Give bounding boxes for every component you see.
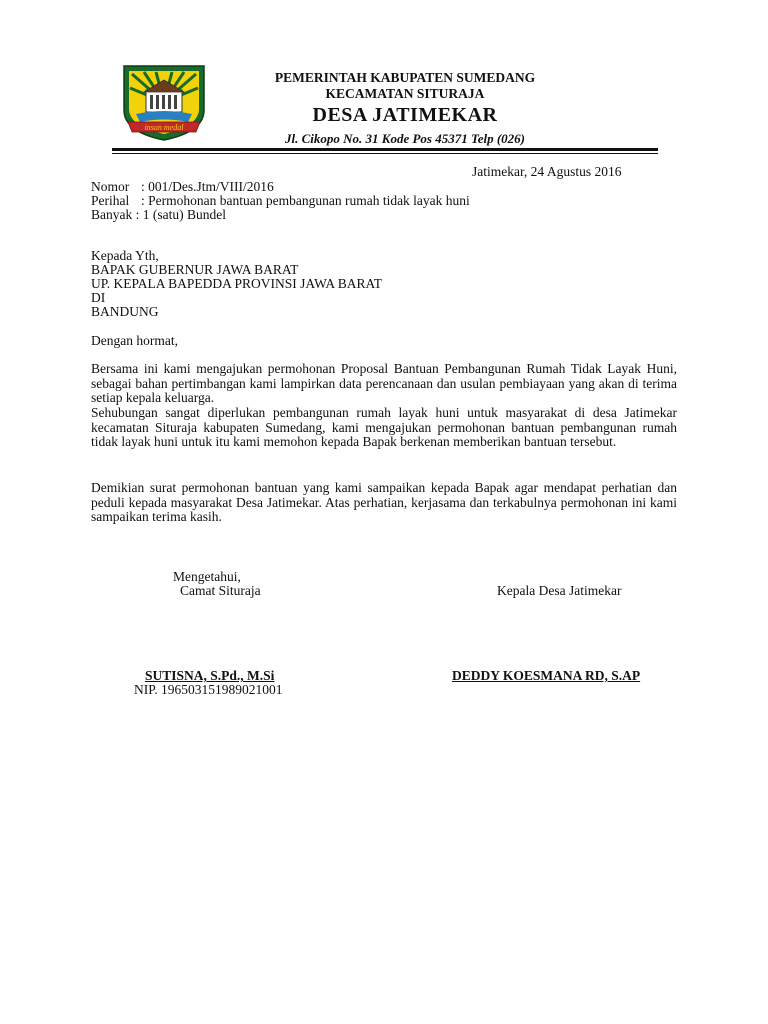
- sign-left-nip: NIP. 196503151989021001: [134, 682, 283, 697]
- meta-banyak: Banyak : 1 (satu) Bundel: [91, 207, 226, 222]
- letterhead-regency: PEMERINTAH KABUPATEN SUMEDANG: [274, 70, 536, 85]
- nomor-label: Nomor: [91, 179, 130, 194]
- recipient-line-1: BAPAK GUBERNUR JAWA BARAT: [91, 262, 299, 277]
- letterhead-divider-thick: [112, 148, 658, 151]
- greeting: Dengan hormat,: [91, 333, 178, 348]
- perihal-value: : Permohonan bantuan pembangunan rumah tidak layak huni: [141, 193, 470, 208]
- body-paragraph-2: Sehubungan sangat diperlukan pembangunan rumah layak huni untuk masyarakat di desa Jatimekar kecamatan Situraja kabupaten Sumedang, kami mengajukan permohonan bantuan pembangunan rumah tidak layak huni untuk itu kami memohon kepada Bapak berkenan memberikan bantuan tersebut.: [91, 405, 677, 449]
- letter-date: Jatimekar, 24 Agustus 2016: [472, 164, 622, 179]
- logo-ribbon-text: insun medal: [144, 123, 184, 132]
- perihal-label: Perihal: [91, 193, 130, 208]
- recipient-salutation: Kepada Yth,: [91, 248, 159, 263]
- body-paragraph-3: Demikian surat permohonan bantuan yang kami sampaikan kepada Bapak agar mendapat perhatian dan peduli kepada masyarakat Desa Jatimekar. Atas perhatian, kerjasama dan terkabulnya permohonan ini kami sampaikan terima kasih.: [91, 480, 677, 524]
- sign-right-name: DEDDY KOESMANA RD, S.AP: [452, 668, 641, 683]
- recipient-line-3: DI: [91, 290, 106, 305]
- letterhead-address: Jl. Cikopo No. 31 Kode Pos 45371 Telp (026): [284, 131, 525, 146]
- body-paragraph-1: Bersama ini kami mengajukan permohonan Proposal Bantuan Pembangunan Rumah Tidak Layak Huni, sebagai bahan pertimbangan kami lampirkan data perencanaan dan usulan pembiayaan yang akan di terima setiap kepala keluarga.: [91, 361, 677, 405]
- letterhead-divider-thin: [112, 153, 658, 154]
- sign-left-name: SUTISNA, S.Pd., M.Si: [145, 668, 275, 683]
- recipient-line-4: BANDUNG: [91, 304, 159, 319]
- nomor-value: : 001/Des.Jtm/VIII/2016: [141, 179, 274, 194]
- sign-right-title: Kepala Desa Jatimekar: [497, 583, 622, 598]
- village-emblem-logo: [118, 62, 210, 142]
- recipient-line-2: UP. KEPALA BAPEDDA PROVINSI JAWA BARAT: [91, 276, 382, 291]
- letterhead: [220, 70, 590, 148]
- sign-left-acknowledge: Mengetahui,: [173, 569, 241, 584]
- letterhead-district: KECAMATAN SITURAJA: [325, 86, 485, 101]
- sign-left-title: Camat Situraja: [180, 583, 261, 598]
- letterhead-village: DESA JATIMEKAR: [312, 104, 498, 126]
